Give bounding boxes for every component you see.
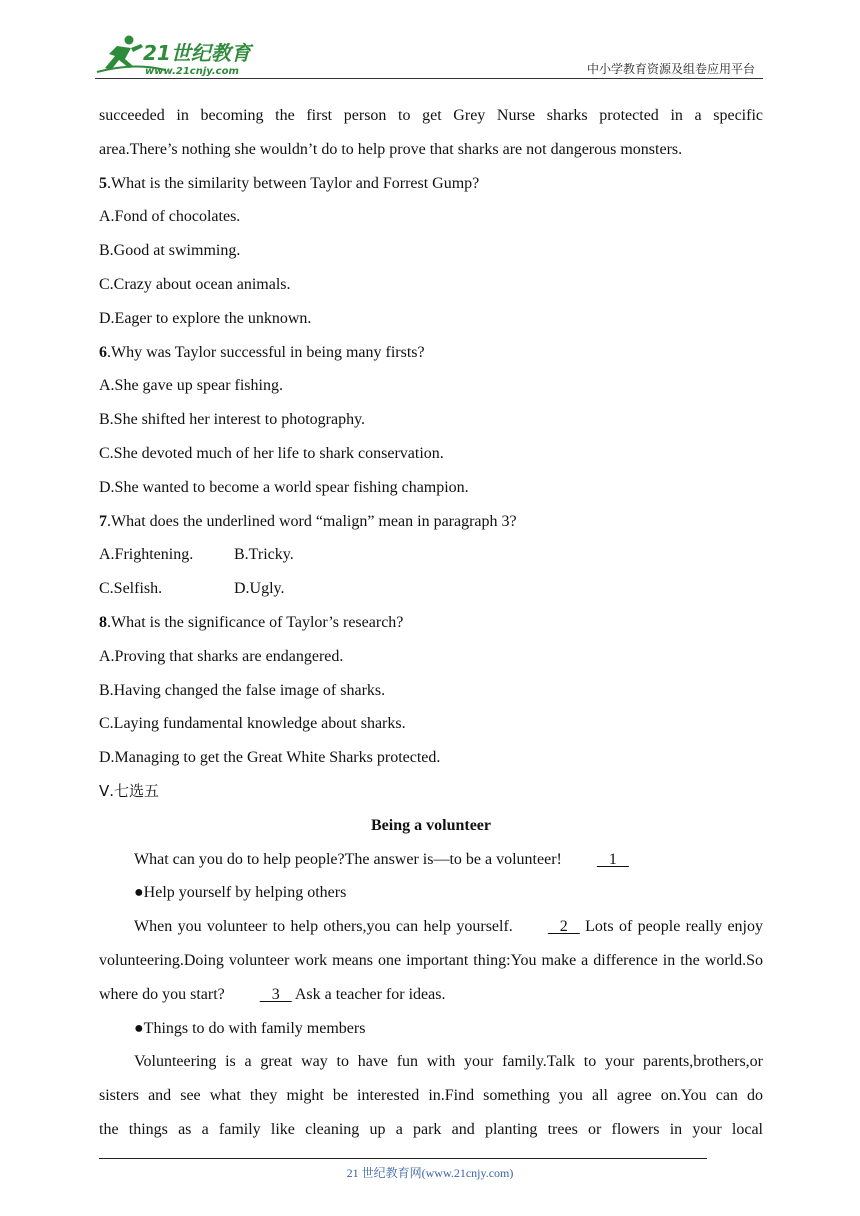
passage-line: the things as a family like cleaning up a park and planting trees or flowers in your local (99, 1120, 763, 1138)
blank-2: 2 (547, 918, 580, 936)
passage-line: Volunteering is a great way to have fun with your family.Talk to your parents,brothers,or (134, 1053, 763, 1071)
option: D.She wanted to become a world spear fishing champion. (99, 478, 469, 496)
question-number: 6 (99, 343, 107, 361)
passage-line: sisters and see what they might be interested in.Find something you all agree on.You can do (99, 1087, 763, 1105)
question-number: 7 (99, 512, 107, 530)
logo-url: www.21cnjy.com (145, 66, 239, 77)
question-number: 5 (99, 174, 107, 192)
page-footer: 21 世纪教育网(www.21cnjy.com) (346, 1166, 514, 1180)
question-text: .What is the similarity between Taylor and Forrest Gump? (107, 174, 480, 192)
header-divider (95, 78, 763, 79)
passage-paragraph (99, 910, 763, 1011)
question-text: .Why was Taylor successful in being many firsts? (107, 343, 425, 361)
header-platform-text: 中小学教育资源及组卷应用平台 (586, 62, 755, 76)
document-body (99, 99, 763, 1147)
passage-paragraph (99, 843, 763, 877)
option: B.Tricky. (234, 546, 294, 564)
option: D.Managing to get the Great White Sharks protected. (99, 749, 441, 767)
passage-line: succeeded in becoming the first person to get Grey Nurse sharks protected in a specific (99, 107, 763, 124)
logo-text: 21世纪教育 (143, 41, 251, 65)
question-8 (99, 606, 763, 640)
question-text: .What does the underlined word “malign” mean in paragraph 3? (107, 512, 517, 530)
paragraph-text: Lots of people really enjoy volunteering.Doing volunteer work means one important thing:You make a difference in the world.So where do you start? (99, 918, 763, 1003)
footer-divider (99, 1158, 707, 1159)
question-5 (99, 167, 763, 201)
option: C.Crazy about ocean animals. (99, 275, 291, 293)
option: C.Laying fundamental knowledge about sharks. (99, 715, 406, 733)
option: A.Fond of chocolates. (99, 208, 241, 226)
option: B.Good at swimming. (99, 242, 241, 260)
page-header (95, 30, 763, 80)
option-row (99, 572, 763, 606)
option: C.She devoted much of her life to shark conservation. (99, 444, 444, 462)
logo (95, 32, 265, 78)
option: D.Ugly. (234, 580, 285, 598)
question-7 (99, 505, 763, 539)
question-text: .What is the significance of Taylor’s research? (107, 613, 404, 631)
option: B.She shifted her interest to photography. (99, 411, 366, 429)
option: A.Frightening. (99, 546, 194, 564)
question-6 (99, 336, 763, 370)
option: A.Proving that sharks are endangered. (99, 647, 344, 665)
option: D.Eager to explore the unknown. (99, 309, 312, 327)
option: B.Having changed the false image of sharks. (99, 681, 386, 699)
option-row (99, 538, 763, 572)
subheading: ●Help yourself by helping others (134, 884, 347, 902)
passage-line: area.There’s nothing she wouldn’t do to help prove that sharks are not dangerous monsters. (99, 140, 683, 158)
option: C.Selfish. (99, 580, 163, 598)
question-number: 8 (99, 613, 107, 631)
passage-title: Being a volunteer (371, 816, 491, 834)
paragraph-text: When you volunteer to help others,you can help yourself. (134, 918, 513, 936)
subheading: ●Things to do with family members (134, 1019, 366, 1037)
option: A.She gave up spear fishing. (99, 377, 283, 395)
blank-3: 3 (259, 985, 292, 1003)
section-heading: Ⅴ.七选五 (99, 781, 160, 800)
blank-1: 1 (596, 850, 629, 868)
paragraph-text: What can you do to help people?The answer is—to be a volunteer! (134, 850, 562, 868)
paragraph-text: Ask a teacher for ideas. (291, 985, 446, 1003)
